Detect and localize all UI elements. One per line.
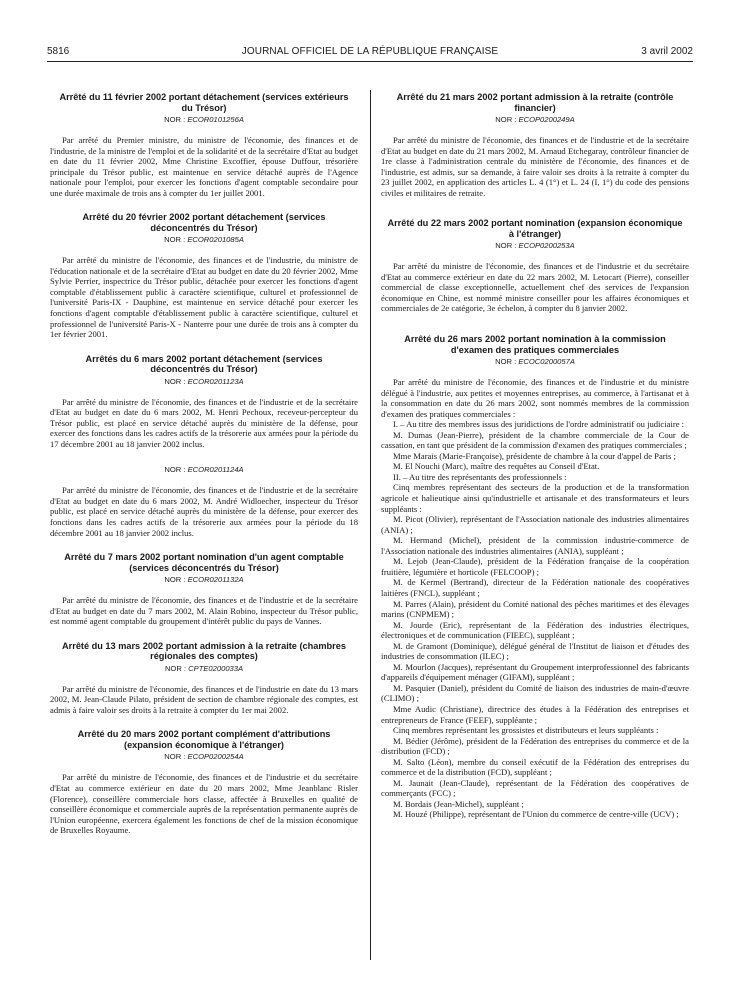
nor-reference <box>381 241 689 250</box>
article-title: Arrêté du 7 mars 2002 portant nomination d'un agent comptable (services déconcentrés du Trésor) <box>64 552 344 573</box>
article-body-2: Par arrêté du ministre de l'économie, des finances et de l'industrie et de la secrétaire d'Etat au budget en date du 6 mars 2002, M. André Widloecher, inspecteur du Trésor public, est placé en service détaché auprès du ministère de la défense, pour exercer des fonctions dans les cadres actifs de la trésorerie aux armées pour la période du 18 décembre 2001 au 18 janvier 2002 inclus. <box>50 485 358 538</box>
article-9 <box>381 334 689 820</box>
nor-label: NOR : <box>164 663 187 673</box>
nor-label: NOR : <box>495 357 517 367</box>
left-column <box>50 92 358 836</box>
journal-title: JOURNAL OFFICIEL DE LA RÉPUBLIQUE FRANÇAISE <box>241 46 499 57</box>
article-title: Arrêté du 20 février 2002 portant détachement (services déconcentrés du Trésor) <box>82 212 326 233</box>
nor-code: ECOP0200253A <box>518 241 575 251</box>
article-body: Par arrêté du ministre de l'économie, des finances et de l'industrie en date du 13 mars 2002, M. Jean-Claude Pilato, président de section de chambre régionale des comptes, est admis à faire valoir ses droits à la retraite à compter du 1er mai 2002. <box>50 683 358 715</box>
paragraph: M. Hermand (Michel), président de la commission industrie-commerce de l'Association nationale des industries alimentaires (ANIA), suppléant ; <box>381 535 689 556</box>
nor-reference <box>50 575 358 584</box>
article-7 <box>381 92 689 198</box>
page-header <box>47 44 693 60</box>
article-3 <box>50 354 358 538</box>
header-rule <box>47 61 693 62</box>
article-body: Par arrêté du ministre de l'économie, des finances et de l'industrie, du ministre de l'éducation nationale et de la secrétaire d'Etat au budget en date du 20 février 2002, Mme Sylvie Perrier, inspectrice du Trésor public, détachée pour exercer les fonctions d'agent comptable d'établissement public à caractère scientifique, culturel et professionnel de l'université Paris-IX - Dauphine, est maintenue en service détaché pour exercer les fonctions d'agent comptable d'établissement public à caractère scientifique, culturel et professionnel de l'université Paris-X - Nanterre pour une durée de trois ans à compter du 1er février 2001. <box>50 255 358 340</box>
article-body: Par arrêté du Premier ministre, du ministre de l'économie, des finances et de l'industrie, de la ministre de l'emploi et de la solidarité et de la secrétaire d'Etat au budget en date du 11 février 2002, Mme Christine Excoffier, épouse Duffour, trésorière principale du Trésor public, est maintenue en service détaché auprès de l'Agence nationale pour l'emploi, pour exercer les fonctions d'agent comptable secondaire pour une durée maximale de trois ans à compter du 1er juillet 2001. <box>50 135 358 198</box>
nor-reference <box>381 115 689 124</box>
paragraph: Par arrêté du ministre de l'économie, des finances et de l'industrie et du ministre délégué à l'industrie, aux petites et moyennes entreprises, au commerce, à l'artisanat et à la consommation en date du 26 mars 2002, sont nommés membres de la commission d'examen des pratiques commerciales : <box>381 377 689 419</box>
issue-date: 3 avril 2002 <box>641 46 693 57</box>
nor-label: NOR : <box>495 115 517 124</box>
nor-label: NOR : <box>164 752 186 762</box>
paragraph: M. Bédier (Jérôme), président de la Fédération des entreprises du commerce et de la distribution (FCD) ; <box>381 735 689 757</box>
page-number: 5816 <box>47 46 70 57</box>
nor-label: NOR : <box>495 241 517 251</box>
nor-code: ECOP0200249A <box>518 115 575 124</box>
nor-reference <box>50 115 358 124</box>
nor-code: ECOR0201124A <box>187 465 244 475</box>
paragraph: Cinq membres représentant les grossistes et distributeurs et leurs suppléants : <box>393 725 659 736</box>
nor-code: ECOC0200057A <box>518 357 575 367</box>
nor-code: ECOP0200254A <box>187 752 244 762</box>
paragraph: M. Salto (Léon), membre du conseil exécutif de la Fédération des entreprises du commerce et de la distribution (FCD), suppléant ; <box>381 756 689 778</box>
paragraph: M. Bordais (Jean-Michel), suppléant ; <box>393 798 524 809</box>
nor-reference <box>50 664 358 673</box>
paragraph: Mme Audic (Christiane), directrice des études à la Fédération des entreprises et entrepreneurs de France (FEEF), suppléante ; <box>381 703 689 725</box>
nor-code: CPTE0200033A <box>188 663 244 673</box>
article-title: Arrêté du 20 mars 2002 portant complément d'attributions (expansion économique à l'étranger) <box>77 729 331 750</box>
article-body: Par arrêté du ministre de l'économie, des finances et de l'industrie et de la secrétaire d'Etat au budget en date du 6 mars 2002, M. Henri Pechoux, receveur-percepteur du Trésor public, est placé en service détaché auprès du ministère de la défense, pour exercer des fonctions dans les cadres actifs de la trésorerie aux armées pour la période du 17 décembre 2001 au 18 janvier 2002 inclus. <box>50 396 358 449</box>
article-1 <box>50 92 358 198</box>
right-column <box>381 92 689 820</box>
article-4 <box>50 552 358 627</box>
paragraph: M. Lejob (Jean-Claude), président de la Fédération française de la coopération fruitière, légumière et horticole (FELCOOP) ; <box>381 556 689 577</box>
paragraph: II. – Au titre des représentants des professionnels : <box>393 471 567 482</box>
nor-label: NOR : <box>164 115 186 124</box>
article-body: Par arrêté du ministre de l'économie, des finances et de l'industrie et de la secrétaire d'Etat au budget en date du 7 mars 2002, M. Alain Robino, inspecteur du Trésor public, est nommé agent comptable du groupement d'intérêt public du pays de Vannes. <box>50 595 358 627</box>
article-paragraphs <box>381 377 689 820</box>
paragraph: M. Picot (Olivier), représentant de l'Association nationale des industries alimentaires (ANIA) ; <box>381 514 689 535</box>
nor-code: ECOR0101256A <box>187 115 244 124</box>
nor-reference <box>381 357 689 366</box>
paragraph: M. Pasquier (Daniel), président du Comité de liaison des industries de main-d'œuvre (CLIMO) ; <box>381 682 689 704</box>
nor-reference <box>50 235 358 244</box>
paragraph: M. Parres (Alain), président du Comité national des pêches maritimes et des élevages marins (CNPMEM) ; <box>381 598 689 620</box>
article-title: Arrêté du 22 mars 2002 portant nomination (expansion économique à l'étranger) <box>387 218 683 239</box>
paragraph: M. El Nouchi (Marc), maître des requêtes au Conseil d'Etat. <box>393 461 600 472</box>
article-body: Par arrêté du ministre de l'économie, des finances et de l'industrie et du secrétaire d'Etat au commerce extérieur en date du 20 mars 2002, Mme Jeanblanc Risler (Florence), conseillère commerciale hors classe, affectée à Bruxelles en qualité de conseillère économique et commerciale auprès de la représentation permanente auprès de l'Union européenne, exercera également les fonctions de chef de la mission économique de Bruxelles Royaume. <box>50 772 358 836</box>
paragraph: Cinq membres représentant des secteurs de la production et de la transformation agricole et halieutique ainsi qu'industrielle et artisanale et des transformateurs et leurs suppléants : <box>381 482 689 514</box>
article-6 <box>50 729 358 835</box>
article-title: Arrêté du 11 février 2002 portant détachement (services extérieurs du Trésor) <box>59 92 349 113</box>
nor-reference <box>50 377 358 386</box>
nor-code: ECOR0201085A <box>187 235 244 245</box>
nor-code: ECOR0201132A <box>187 575 244 585</box>
article-body: Par arrêté du ministre de l'économie, des finances et de l'industrie et de la secrétaire d'Etat au budget en date du 21 mars 2002, M. Arnaud Etchegaray, contrôleur financier de 1re classe à l'administration centrale du ministère de l'économie, des finances et de l'industrie, est admis, sur sa demande, à faire valoir ses droits à la retraite à compter du 23 juillet 2002, en application des articles L. 4 (1°) et L. 24 (I, 1°) du code des pensions civiles et militaires de retraite. <box>381 135 689 198</box>
article-title: Arrêté du 21 mars 2002 portant admission à la retraite (contrôle financier) <box>396 92 674 113</box>
nor-label: NOR : <box>164 235 186 245</box>
paragraph: M. Jourde (Eric), représentant de la Fédération des industries électriques, électroniques et de communication (FIEEC), suppléant ; <box>381 619 689 641</box>
paragraph: M. de Gramont (Dominique), délégué général de l'Institut de liaison et d'études des industries de consommation (ILEC) ; <box>381 640 689 662</box>
paragraph: M. Dumas (Jean-Pierre), président de la chambre commerciale de la Cour de cassation, en tant que président de la commission d'examen des pratiques commerciales ; <box>381 429 689 451</box>
column-divider <box>370 90 371 960</box>
article-title: Arrêté du 13 mars 2002 portant admission à la retraite (chambres régionales des comptes) <box>62 640 346 662</box>
nor-label: NOR : <box>164 376 186 386</box>
paragraph: M. Houzé (Philippe), représentant de l'Union du commerce de centre-ville (UCV) ; <box>393 809 679 820</box>
nor-reference <box>50 752 358 761</box>
nor-label: NOR : <box>164 465 186 475</box>
paragraph: Mme Marais (Marie-Françoise), présidente de chambre à la cour d'appel de Paris ; <box>393 450 676 461</box>
nor-code: ECOR0201123A <box>187 376 244 386</box>
article-2 <box>50 212 358 339</box>
nor-reference-2 <box>50 465 358 474</box>
paragraph: M. Mourlon (Jacques), représentant du Groupement interprofessionnel des fabricants d'appareils d'équipement ménager (GIFAM), suppléant ; <box>381 661 689 683</box>
paragraph: I. – Au titre des membres issus des juridictions de l'ordre administratif ou judiciaire : <box>393 419 685 430</box>
article-5 <box>50 641 358 716</box>
article-title: Arrêté du 26 mars 2002 portant nomination à la commission d'examen des pratiques commerciales <box>404 334 666 355</box>
article-title: Arrêtés du 6 mars 2002 portant détachement (services déconcentrés du Trésor) <box>85 353 323 375</box>
article-8 <box>381 218 689 314</box>
nor-label: NOR : <box>164 575 186 585</box>
paragraph: M. Jaunait (Jean-Claude), représentant de la Fédération des coopératives de commerçants (FCC) ; <box>381 777 689 799</box>
paragraph: M. de Kermel (Bertrand), directeur de la Fédération nationale des coopératives laitières (FNCL), suppléant ; <box>381 577 689 598</box>
article-body: Par arrêté du ministre de l'économie, des finances et de l'industrie et du secrétaire d'Etat au commerce extérieur en date du 22 mars 2002, M. Letocart (Pierre), conseiller commercial de classe exceptionnelle, actuellement chef des services de l'expansion économique en Chine, est nommé ministre conseiller pour les affaires économiques et commerciales de 2e catégorie, 3e échelon, à compter du 8 janvier 2002. <box>381 261 689 314</box>
